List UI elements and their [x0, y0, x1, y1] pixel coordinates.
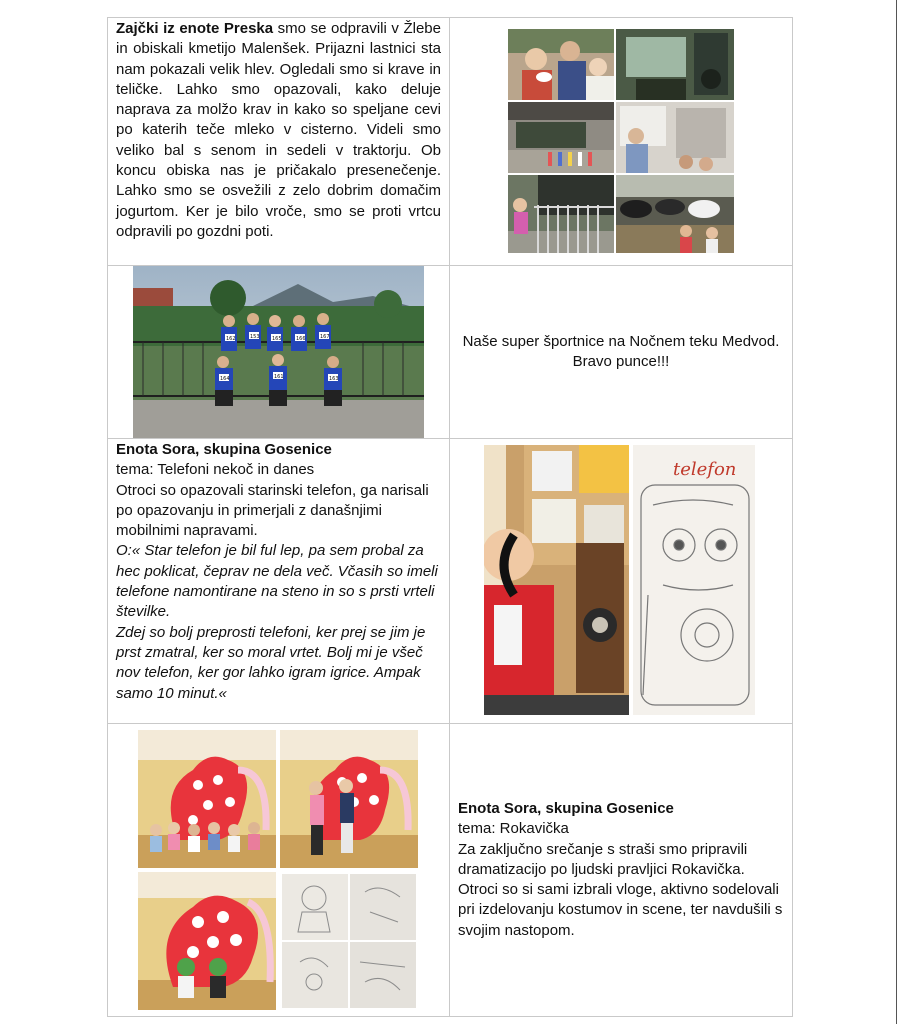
farm-photos-cell	[450, 18, 793, 266]
runners-caption	[450, 266, 792, 438]
photo-child-with-old-telephone	[484, 445, 629, 715]
farm-text-cell	[108, 18, 450, 266]
table-row	[108, 18, 793, 266]
photo-children-at-gate	[508, 175, 614, 253]
table-row	[108, 266, 793, 439]
telephone-quote-2: Zdej so bolj preprosti telefoni, ker prej se jim je prst zmatral, ker so moral vrtet. Bolj mi je všeč nov telefon, ker gor lahko igram igrice. Ampak samo 10 minut.«	[116, 623, 426, 702]
farm-lead: Zajčki iz enote Preska	[116, 20, 274, 37]
runners-photo-cell	[108, 266, 450, 439]
rokavicka-text	[450, 799, 792, 941]
rokavicka-collage	[108, 724, 449, 1016]
rokavicka-text-cell	[450, 724, 793, 1017]
photo-cowshed	[616, 175, 734, 253]
drawing-word: telefon	[673, 459, 737, 480]
runners-caption-line2: Bravo punce!!!	[572, 353, 670, 370]
telephone-quote-1: O:« Star telefon je bil ful lep, pa sem probal za hec poklicat, čeprav ne dela več. Včasih so imeli telefone namontirane na steno in so s prsti vrteli številke.	[116, 542, 438, 621]
photo-tractor-cabin	[616, 29, 734, 100]
farm-body: smo se odpravili v Žlebe in obiskali kmetijo Malenšek. Prijazni lastnici sta nam pokazali velik hlev. Ogledali smo si krave in teličke. Lahko smo opazovali, kako deluje naprava za molžo krav in kako so speljane cevi po katerih teče mleko v cisterno. Videli smo veliko bal s senom in sedeli v traktorju. Ob koncu obiska nas je pričakalo presenečenje. Lahko smo se osvežili z zelo dobrim domačim jogurtom. Ker je bilo vroče, smo se proti vrtcu odpravili po gozdni poti.	[116, 20, 441, 240]
bib-number: 165	[272, 336, 282, 342]
page-edge	[896, 0, 897, 1024]
rokavicka-photos-cell	[108, 724, 450, 1017]
bib-number: 161	[274, 374, 284, 380]
photo-child-telephone-drawing	[633, 445, 755, 715]
telephone-body: Otroci so opazovali starinski telefon, ga narisali po opazovanju in primerjali z današnjimi mobilnimi napravami.	[116, 481, 429, 540]
bib-number: 153	[250, 334, 260, 340]
photo-runners-group	[133, 266, 424, 438]
telephone-collage	[450, 439, 792, 723]
photo-children-in-front-of-glove-scene	[138, 730, 276, 868]
photo-milking-equipment	[616, 102, 734, 173]
photo-barn-machinery	[508, 102, 614, 173]
table-row	[108, 439, 793, 724]
rokavicka-body: Za zaključno srečanje s straši smo pripravili dramatizacijo po ljudski pravljici Rokavička. Otroci so si sami izbrali vloge, aktivno sodelovali pri izdelovanju kostumov in scene, ter navdušili s svojim nastopom.	[458, 840, 783, 939]
bib-number: 166	[296, 336, 306, 342]
photo-children-eating-yogurt	[508, 29, 614, 100]
rokavicka-topic: tema: Rokavička	[458, 820, 569, 838]
bib-number: 163	[329, 376, 339, 382]
table-row	[108, 724, 793, 1017]
runners-caption-cell	[450, 266, 793, 439]
rokavicka-group-title: Enota Sora, skupina Gosenice	[458, 799, 674, 817]
telephone-group-title: Enota Sora, skupina Gosenice	[116, 441, 332, 458]
runners-photo-wrap	[108, 266, 449, 438]
telephone-topic: tema: Telefoni nekoč in danes	[116, 461, 315, 479]
bib-number: 167	[320, 334, 330, 340]
photo-children-in-animal-masks	[138, 872, 276, 1010]
photo-children-drawings	[280, 872, 418, 1010]
photo-two-children-acting	[280, 730, 418, 868]
telephone-text	[108, 439, 449, 704]
telephone-photos-cell	[450, 439, 793, 724]
content-table	[107, 17, 793, 1017]
bib-number: 162	[226, 336, 236, 342]
farm-paragraph	[108, 18, 449, 242]
runners-caption-line1: Naše super športnice na Nočnem teku Medvod.	[462, 333, 780, 350]
telephone-text-cell	[108, 439, 450, 724]
bib-number: 164	[220, 376, 230, 382]
farm-collage	[450, 18, 792, 265]
